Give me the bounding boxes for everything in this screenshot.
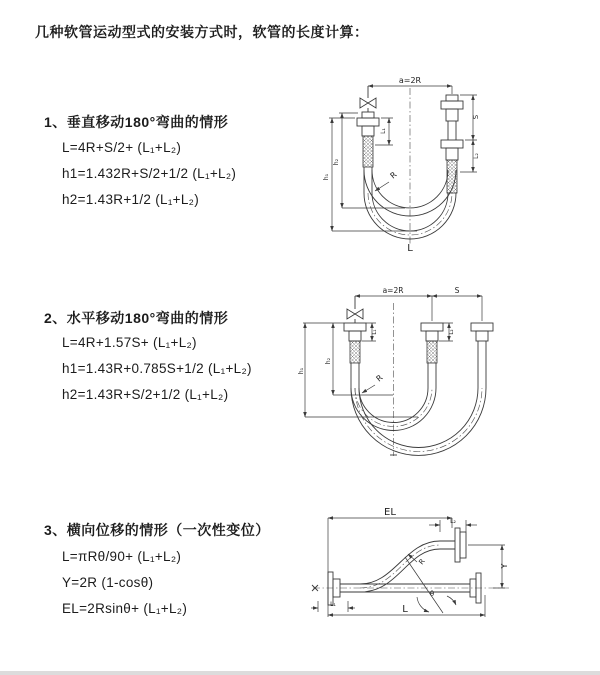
section-1-heading: 1、垂直移动180°弯曲的情形 — [44, 114, 229, 130]
valve-icon — [360, 86, 376, 112]
section-2-heading: 2、水平移动180°弯曲的情形 — [44, 310, 229, 326]
angle-construction — [405, 557, 456, 613]
braid-section — [350, 341, 360, 363]
right-pipe-walls — [448, 121, 456, 140]
dim-h1 — [323, 118, 417, 231]
h1-label: h₁ — [323, 173, 330, 181]
dim-y — [468, 545, 509, 588]
el-label: EL — [384, 507, 396, 518]
page-bottom-edge — [0, 671, 600, 675]
s-label: S — [454, 286, 460, 295]
l1-label: L₁ — [330, 601, 336, 608]
dim-l1 — [375, 118, 393, 145]
valve-icon — [347, 296, 363, 323]
length-label: L — [407, 243, 413, 254]
dim-l2 — [439, 323, 455, 341]
dim-el — [328, 507, 452, 617]
dim-s — [432, 286, 482, 296]
span-label: a=2R — [398, 76, 422, 85]
left-fitting — [357, 112, 379, 167]
section-2-formula-L: L=4R+1.57S+ (L₁+L₂) — [62, 335, 197, 350]
hose-u-bends — [351, 341, 486, 455]
l2-label: L₂ — [449, 329, 455, 335]
section-3-formula-L: L=πRθ/90+ (L₁+L₂) — [62, 549, 182, 564]
h1-label: h₁ — [298, 367, 305, 375]
h2-label: h₂ — [325, 357, 332, 365]
right-fitting-original — [441, 140, 463, 193]
displaced-fitting — [440, 528, 466, 562]
dim-l2 — [429, 518, 477, 532]
left-fitting — [344, 323, 366, 363]
braid-section — [363, 136, 373, 167]
braid-section — [427, 341, 437, 363]
section-1-formula-h2: h2=1.43R+1/2 (L₁+L₂) — [62, 192, 200, 207]
section-3-heading: 3、横向位移的情形（一次性变位） — [44, 522, 270, 538]
page-title: 几种软管运动型式的安装方式时，软管的长度计算： — [35, 24, 369, 40]
radius-label: R — [388, 170, 399, 181]
l1-label: L₁ — [380, 128, 387, 134]
section-1-formula-L: L=4R+S/2+ (L₁+L₂) — [62, 140, 182, 155]
radius-label: R — [417, 557, 427, 567]
theta-label: θ — [429, 590, 435, 598]
radius-callout — [375, 170, 399, 191]
y-label: Y — [500, 563, 509, 569]
diagram-horizontal-180-bend — [300, 283, 590, 460]
middle-fitting-original — [421, 323, 443, 363]
l1-label: L₁ — [372, 329, 378, 335]
dim-l — [328, 595, 485, 617]
section-1-formula-h1: h1=1.432R+S/2+1/2 (L₁+L₂) — [62, 166, 237, 181]
dim-span-a2r — [355, 286, 482, 321]
l2-label: L₂ — [450, 518, 456, 525]
l2-label: L₂ — [473, 153, 480, 159]
radius-callout — [362, 373, 385, 393]
h2-label: h₂ — [333, 158, 340, 166]
radius-label: R — [374, 373, 385, 384]
section-3-formula-EL: EL=2Rsinθ+ (L₁+L₂) — [62, 601, 188, 616]
length-label: L — [402, 604, 408, 615]
span-label: a=2R — [382, 286, 404, 295]
diagram-vertical-180-bend — [305, 74, 590, 256]
dim-l1 — [311, 601, 355, 612]
radius-callout — [408, 554, 427, 566]
section-2-formula-h2: h2=1.43R+S/2+1/2 (L₁+L₂) — [62, 387, 229, 402]
right-fitting-moved — [441, 95, 463, 121]
section-3-formula-Y: Y=2R (1-cosθ) — [62, 575, 154, 590]
dim-l1 — [362, 323, 378, 341]
right-fitting-moved — [471, 323, 493, 341]
s-label: S — [472, 114, 480, 120]
section-2-formula-h1: h1=1.43R+0.785S+1/2 (L₁+L₂) — [62, 361, 252, 376]
diagram-lateral-displacement — [305, 505, 595, 655]
